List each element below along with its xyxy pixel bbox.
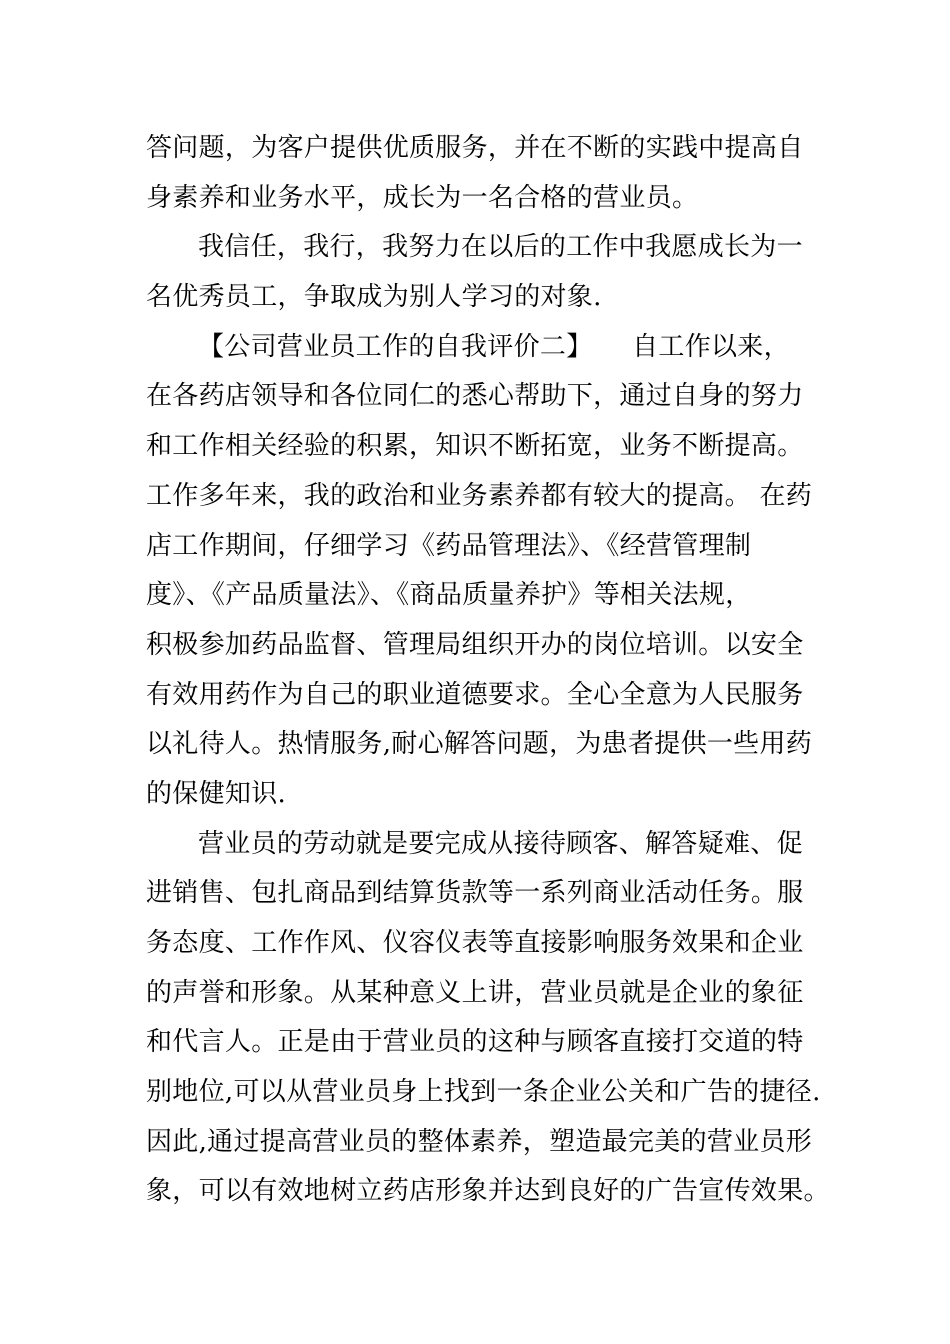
text-line: 店工作期间，仔细学习《药品管理法》、《经营管理制 (146, 530, 752, 561)
text-line: 在各药店领导和各位同仁的悉心帮助下，通过自身的努力 (146, 381, 804, 412)
text-line: 的保健知识. (146, 778, 287, 809)
text-line: 的声誉和形象。从某种意义上讲，营业员就是企业的象征 (146, 977, 804, 1008)
text-line: 和工作相关经验的积累，知识不断拓宽，业务不断提高。 (146, 431, 804, 462)
document-page (146, 124, 830, 1217)
text-line: 工作多年来，我的政治和业务素养都有较大的提高。 在药 (146, 480, 813, 511)
text-line: 积极参加药品监督、管理局组织开办的岗位培训。以安全 (146, 629, 804, 660)
text-line: 因此,通过提高营业员的整体素养，塑造最完美的营业员形 (146, 1126, 813, 1157)
text-line: 营业员的劳动就是要完成从接待顾客、解答疑难、促 (198, 828, 803, 859)
text-line: 身素养和业务水平，成长为一名合格的营业员。 (146, 182, 699, 213)
text-line: 和代言人。正是由于营业员的这种与顾客直接打交道的特 (146, 1027, 804, 1058)
text-line: 度》、《产品质量法》、《商品质量养护》等相关法规， (146, 580, 752, 611)
text-line: 有效用药作为自己的职业道德要求。全心全意为人民服务 (146, 679, 804, 710)
text-line: 名优秀员工，争取成为别人学习的对象. (146, 282, 602, 313)
text-line: 以礼待人。热情服务,耐心解答问题，为患者提供一些用药 (146, 729, 813, 760)
text-line: 象，可以有效地树立药店形象并达到良好的广告宣传效果。 (146, 1176, 830, 1207)
text-line: 答问题，为客户提供优质服务，并在不断的实践中提高自 (146, 133, 804, 163)
section-heading-line: 【公司营业员工作的自我评价二】 自工作以来， (198, 331, 790, 362)
text-line: 我信任，我行，我努力在以后的工作中我愿成长为一 (198, 232, 803, 263)
text-line: 别地位,可以从营业员身上找到一条企业公关和广告的捷径. (146, 1077, 821, 1108)
text-line: 务态度、工作作风、仪容仪表等直接影响服务效果和企业 (146, 928, 804, 958)
text-line: 进销售、包扎商品到结算货款等一系列商业活动任务。服 (146, 878, 804, 909)
